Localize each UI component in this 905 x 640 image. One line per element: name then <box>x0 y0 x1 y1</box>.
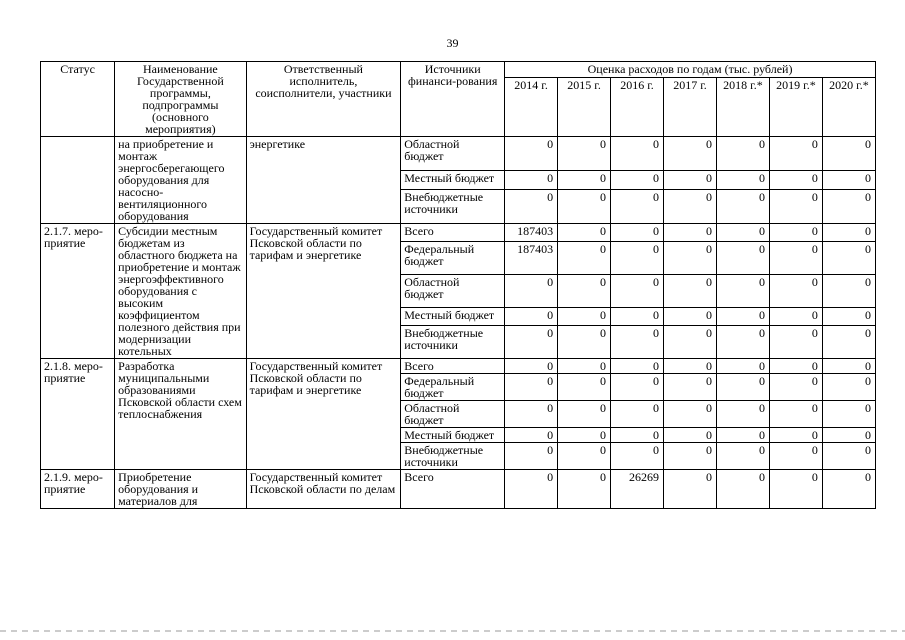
cell-value: 0 <box>716 374 769 401</box>
cell-value: 0 <box>505 137 558 171</box>
table-row <box>41 470 876 509</box>
cell-value: 0 <box>611 428 664 443</box>
cell-value: 0 <box>769 374 822 401</box>
cell-value: 0 <box>505 275 558 308</box>
cell-source: Местный бюджет <box>401 171 505 190</box>
cell-name: Разработка муниципальными образованиями Псковской области схем теплоснабжения <box>115 359 246 470</box>
cell-value: 0 <box>558 171 611 190</box>
cell-value: 0 <box>716 189 769 223</box>
cell-value: 0 <box>664 307 717 325</box>
table-row <box>41 224 876 242</box>
cell-value: 0 <box>664 374 717 401</box>
cell-source: Всего <box>401 470 505 509</box>
cell-source: Всего <box>401 224 505 242</box>
cell-value: 0 <box>716 171 769 190</box>
cell-value: 0 <box>611 242 664 275</box>
table-row <box>41 359 876 374</box>
cell-value: 0 <box>505 189 558 223</box>
cell-value: 0 <box>822 224 875 242</box>
cell-value: 0 <box>664 242 717 275</box>
cell-value: 0 <box>558 443 611 470</box>
cell-value: 0 <box>716 326 769 359</box>
cell-value: 0 <box>769 359 822 374</box>
cell-value: 0 <box>611 359 664 374</box>
cell-value: 0 <box>822 374 875 401</box>
cell-value: 0 <box>558 307 611 325</box>
cell-value: 0 <box>611 171 664 190</box>
cell-value: 187403 <box>505 224 558 242</box>
cell-status: 2.1.9. меро-приятие <box>41 470 115 509</box>
cell-value: 0 <box>558 189 611 223</box>
cell-value: 0 <box>716 307 769 325</box>
cell-value: 0 <box>505 171 558 190</box>
cell-value: 0 <box>769 189 822 223</box>
cell-value: 0 <box>611 137 664 171</box>
cell-value: 0 <box>558 242 611 275</box>
cell-status: 2.1.8. меро-приятие <box>41 359 115 470</box>
cell-value: 0 <box>505 359 558 374</box>
cell-value: 0 <box>716 359 769 374</box>
cell-value: 0 <box>558 401 611 428</box>
header-year: 2014 г. <box>505 77 558 136</box>
cell-value: 0 <box>664 401 717 428</box>
cell-value: 0 <box>664 275 717 308</box>
cell-value: 0 <box>769 443 822 470</box>
cell-value: 0 <box>664 137 717 171</box>
cell-value: 0 <box>611 189 664 223</box>
header-responsible: Ответственный исполнитель, соисполнители, участники <box>246 62 401 137</box>
header-year: 2017 г. <box>664 77 717 136</box>
cell-status: 2.1.7. меро-приятие <box>41 224 115 359</box>
cell-value: 0 <box>822 401 875 428</box>
cell-name: Субсидии местным бюджетам из областного бюджета на приобретение и монтаж энергоэффективного оборудования с высоким коэффициентом полезного действия при модернизации котельных <box>115 224 246 359</box>
cell-value: 0 <box>822 428 875 443</box>
header-year: 2020 г.* <box>822 77 875 136</box>
page-number: 39 <box>446 36 459 50</box>
cell-value: 0 <box>716 401 769 428</box>
cell-responsible: Государственный комитет Псковской области по тарифам и энергетике <box>246 359 401 470</box>
cell-value: 0 <box>769 275 822 308</box>
cell-status <box>41 137 115 224</box>
header-sources: Источники финанси-рования <box>401 62 505 137</box>
header-name: Наименование Государственной программы, подпрограммы (основного мероприятия) <box>115 62 246 137</box>
cell-value: 0 <box>822 137 875 171</box>
cell-value: 0 <box>611 374 664 401</box>
cell-value: 0 <box>664 189 717 223</box>
cell-value: 0 <box>716 224 769 242</box>
header-years-group: Оценка расходов по годам (тыс. рублей) <box>505 62 876 78</box>
cell-value: 0 <box>664 443 717 470</box>
cell-value: 0 <box>716 137 769 171</box>
cell-value: 0 <box>505 374 558 401</box>
cell-source: Областной бюджет <box>401 137 505 171</box>
cell-value: 0 <box>611 275 664 308</box>
cell-value: 0 <box>716 275 769 308</box>
table-row <box>41 137 876 171</box>
cell-value: 0 <box>611 307 664 325</box>
cell-source: Областной бюджет <box>401 401 505 428</box>
cell-value: 0 <box>611 326 664 359</box>
cell-value: 0 <box>611 224 664 242</box>
cell-value: 0 <box>716 443 769 470</box>
cell-value: 0 <box>664 224 717 242</box>
cell-value: 26269 <box>611 470 664 509</box>
cell-value: 0 <box>611 401 664 428</box>
cell-value: 0 <box>505 443 558 470</box>
cell-source: Внебюджетные источники <box>401 189 505 223</box>
cell-source: Внебюджетные источники <box>401 326 505 359</box>
cell-source: Всего <box>401 359 505 374</box>
cell-value: 0 <box>558 374 611 401</box>
cell-value: 0 <box>822 326 875 359</box>
cell-value: 0 <box>558 428 611 443</box>
cell-source: Местный бюджет <box>401 307 505 325</box>
cell-value: 0 <box>769 401 822 428</box>
cell-source: Областной бюджет <box>401 275 505 308</box>
table-body <box>41 137 876 509</box>
cell-value: 0 <box>822 359 875 374</box>
cell-value: 0 <box>558 275 611 308</box>
cell-value: 0 <box>769 242 822 275</box>
cell-value: 0 <box>664 470 717 509</box>
cell-value: 0 <box>769 428 822 443</box>
scan-artifact-line <box>0 630 905 632</box>
cell-name: Приобретение оборудования и материалов для <box>115 470 246 509</box>
header-status: Статус <box>41 62 115 137</box>
cell-value: 0 <box>558 359 611 374</box>
cell-value: 0 <box>558 224 611 242</box>
cell-value: 0 <box>769 224 822 242</box>
cell-value: 0 <box>664 428 717 443</box>
cell-value: 0 <box>822 242 875 275</box>
cell-value: 0 <box>505 401 558 428</box>
expenses-table <box>40 61 876 509</box>
cell-source: Внебюджетные источники <box>401 443 505 470</box>
cell-value: 0 <box>769 470 822 509</box>
cell-value: 0 <box>769 171 822 190</box>
header-year: 2015 г. <box>558 77 611 136</box>
cell-value: 0 <box>822 307 875 325</box>
cell-name: на приобретение и монтаж энергосберегающего оборудования для насосно-вентиляционного оборудования <box>115 137 246 224</box>
cell-value: 0 <box>505 428 558 443</box>
cell-value: 0 <box>716 470 769 509</box>
cell-value: 0 <box>505 307 558 325</box>
cell-value: 0 <box>716 242 769 275</box>
cell-value: 0 <box>664 171 717 190</box>
cell-source: Местный бюджет <box>401 428 505 443</box>
cell-value: 0 <box>769 137 822 171</box>
cell-value: 0 <box>558 326 611 359</box>
cell-value: 0 <box>558 137 611 171</box>
cell-value: 187403 <box>505 242 558 275</box>
cell-responsible: Государственный комитет Псковской области по тарифам и энергетике <box>246 224 401 359</box>
header-year: 2016 г. <box>611 77 664 136</box>
cell-source: Федеральный бюджет <box>401 374 505 401</box>
cell-value: 0 <box>822 171 875 190</box>
cell-value: 0 <box>611 443 664 470</box>
cell-responsible: энергетике <box>246 137 401 224</box>
cell-value: 0 <box>769 326 822 359</box>
cell-value: 0 <box>716 428 769 443</box>
cell-value: 0 <box>822 275 875 308</box>
cell-value: 0 <box>769 307 822 325</box>
cell-value: 0 <box>505 326 558 359</box>
header-year: 2019 г.* <box>769 77 822 136</box>
cell-value: 0 <box>822 443 875 470</box>
cell-value: 0 <box>664 326 717 359</box>
cell-value: 0 <box>558 470 611 509</box>
cell-value: 0 <box>505 470 558 509</box>
cell-value: 0 <box>822 470 875 509</box>
cell-responsible: Государственный комитет Псковской области по делам <box>246 470 401 509</box>
header-year: 2018 г.* <box>716 77 769 136</box>
cell-source: Федеральный бюджет <box>401 242 505 275</box>
cell-value: 0 <box>822 189 875 223</box>
cell-value: 0 <box>664 359 717 374</box>
